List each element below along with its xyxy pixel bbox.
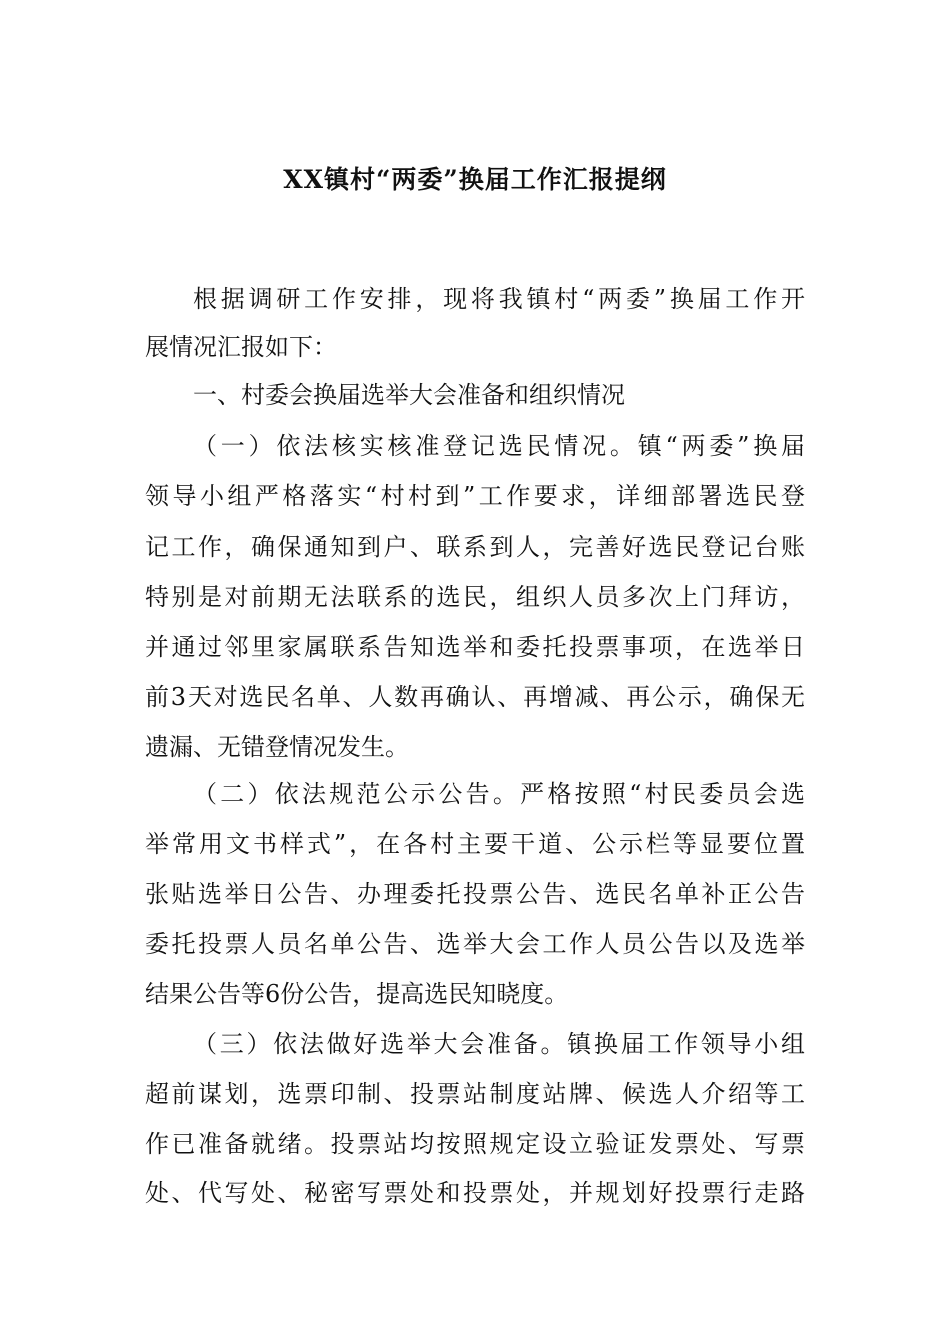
paragraph-line: 超前谋划，选票印制、投票站制度站牌、候选人介绍等工 (145, 1080, 805, 1108)
paragraph-line: 遗漏、无错登情况发生。 (145, 733, 409, 761)
paragraph-line: 张贴选举日公告、办理委托投票公告、选民名单补正公告 (145, 880, 805, 908)
paragraph-line: 展情况汇报如下： (145, 333, 337, 361)
paragraph-line: 委托投票人员名单公告、选举大会工作人员公告以及选举 (145, 930, 805, 958)
paragraph-line: 根据调研工作安排，现将我镇村“两委”换届工作开 (193, 285, 805, 313)
paragraph-line: 并通过邻里家属联系告知选举和委托投票事项，在选举日 (145, 633, 805, 661)
paragraph-line: 作已准备就绪。投票站均按照规定设立验证发票处、写票 (145, 1130, 805, 1158)
paragraph-line: 前3天对选民名单、人数再确认、再增减、再公示，确保无 (145, 683, 805, 711)
paragraph-line: 特别是对前期无法联系的选民，组织人员多次上门拜访， (145, 583, 805, 611)
paragraph-line: （三）依法做好选举大会准备。镇换届工作领导小组 (193, 1030, 805, 1058)
paragraph-line: （一）依法核实核准登记选民情况。镇“两委”换届 (193, 432, 805, 460)
paragraph-line: 处、代写处、秘密写票处和投票处，并规划好投票行走路 (145, 1179, 805, 1207)
paragraph-line: 结果公告等6份公告，提高选民知晓度。 (145, 980, 569, 1008)
paragraph-line: 举常用文书样式”，在各村主要干道、公示栏等显要位置 (145, 830, 805, 858)
paragraph-line: 领导小组严格落实“村村到”工作要求，详细部署选民登 (145, 482, 805, 510)
paragraph-line: （二）依法规范公示公告。严格按照“村民委员会选 (193, 780, 805, 808)
document-title: XX镇村“两委”换届工作汇报提纲 (283, 165, 667, 194)
section-heading: 一、村委会换届选举大会准备和组织情况 (193, 381, 625, 409)
paragraph-line: 记工作，确保通知到户、联系到人，完善好选民登记台账 (145, 533, 805, 561)
